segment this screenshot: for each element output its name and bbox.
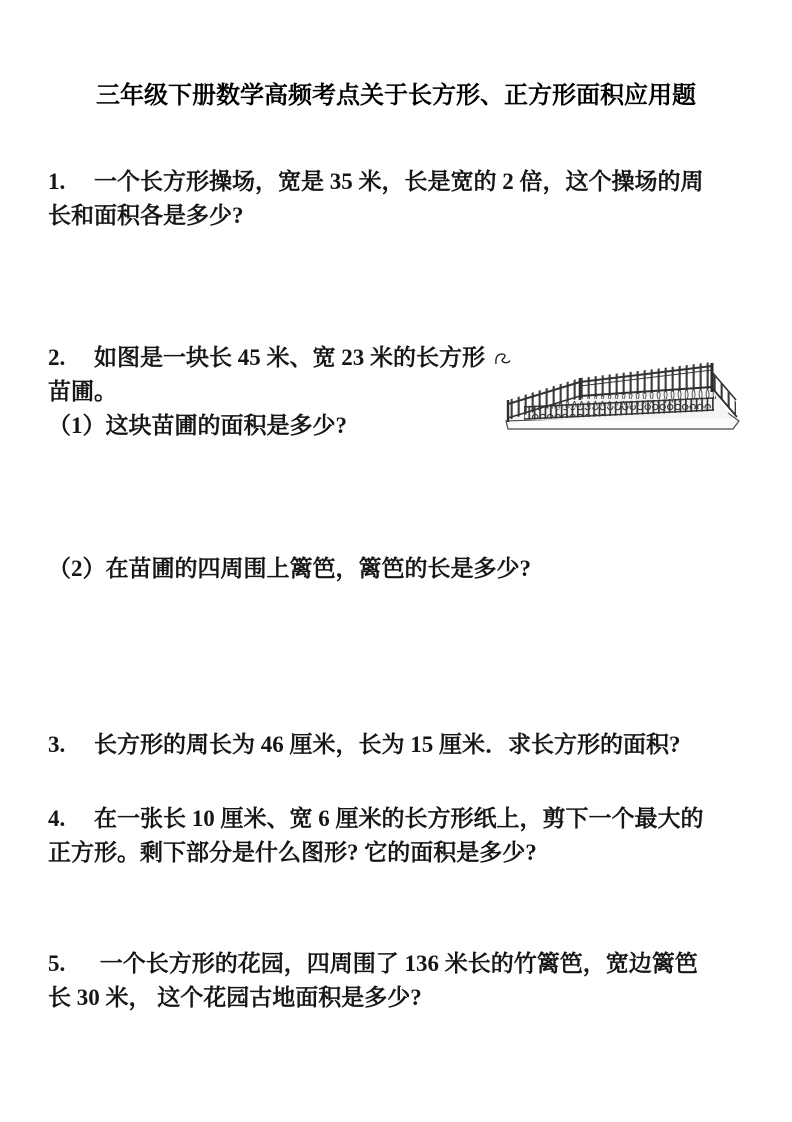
problem-3: [48, 728, 681, 762]
problem-4-line-2: 正方形。剩下部分是什么图形? 它的面积是多少?: [48, 840, 537, 865]
problem-5-line-1: 5. 一个长方形的花园，四周围了 136 米长的竹篱笆，宽边篱笆: [48, 951, 698, 976]
problem-3-line-1: 3. 长方形的周长为 46 厘米，长为 15 厘米．求长方形的面积?: [48, 732, 681, 757]
problem-2-question-2: [48, 552, 531, 586]
problem-2-line-1: 2. 如图是一块长 45 米、宽 23 米的长方形: [48, 345, 485, 370]
problem-5: [48, 947, 698, 1015]
problem-5-line-2: 长 30 米， 这个花园古地面积是多少?: [48, 985, 422, 1010]
page-title: 三年级下册数学高频考点关于长方形、正方形面积应用题: [96, 82, 696, 109]
problem-2-line-2: 苗圃。: [48, 379, 117, 404]
problem-4-line-1: 4. 在一张长 10 厘米、宽 6 厘米的长方形纸上，剪下一个最大的: [48, 806, 704, 831]
problem-4: [48, 802, 704, 870]
problem-2: [48, 341, 485, 443]
problem-1-line-2: 长和面积各是多少?: [48, 203, 244, 228]
pen-scribble-mark: [496, 354, 510, 364]
problem-1: [48, 165, 704, 233]
problem-1-line-1: 1. 一个长方形操场，宽是 35 米，长是宽的 2 倍，这个操场的周: [48, 169, 704, 194]
fenced-plot-drawing: [494, 352, 740, 438]
problem-2-question-1: （1）这块苗圃的面积是多少?: [48, 413, 347, 438]
problem-2-question-2-line: （2）在苗圃的四周围上篱笆，篱笆的长是多少?: [48, 556, 531, 581]
nursery-figure: [494, 352, 740, 438]
